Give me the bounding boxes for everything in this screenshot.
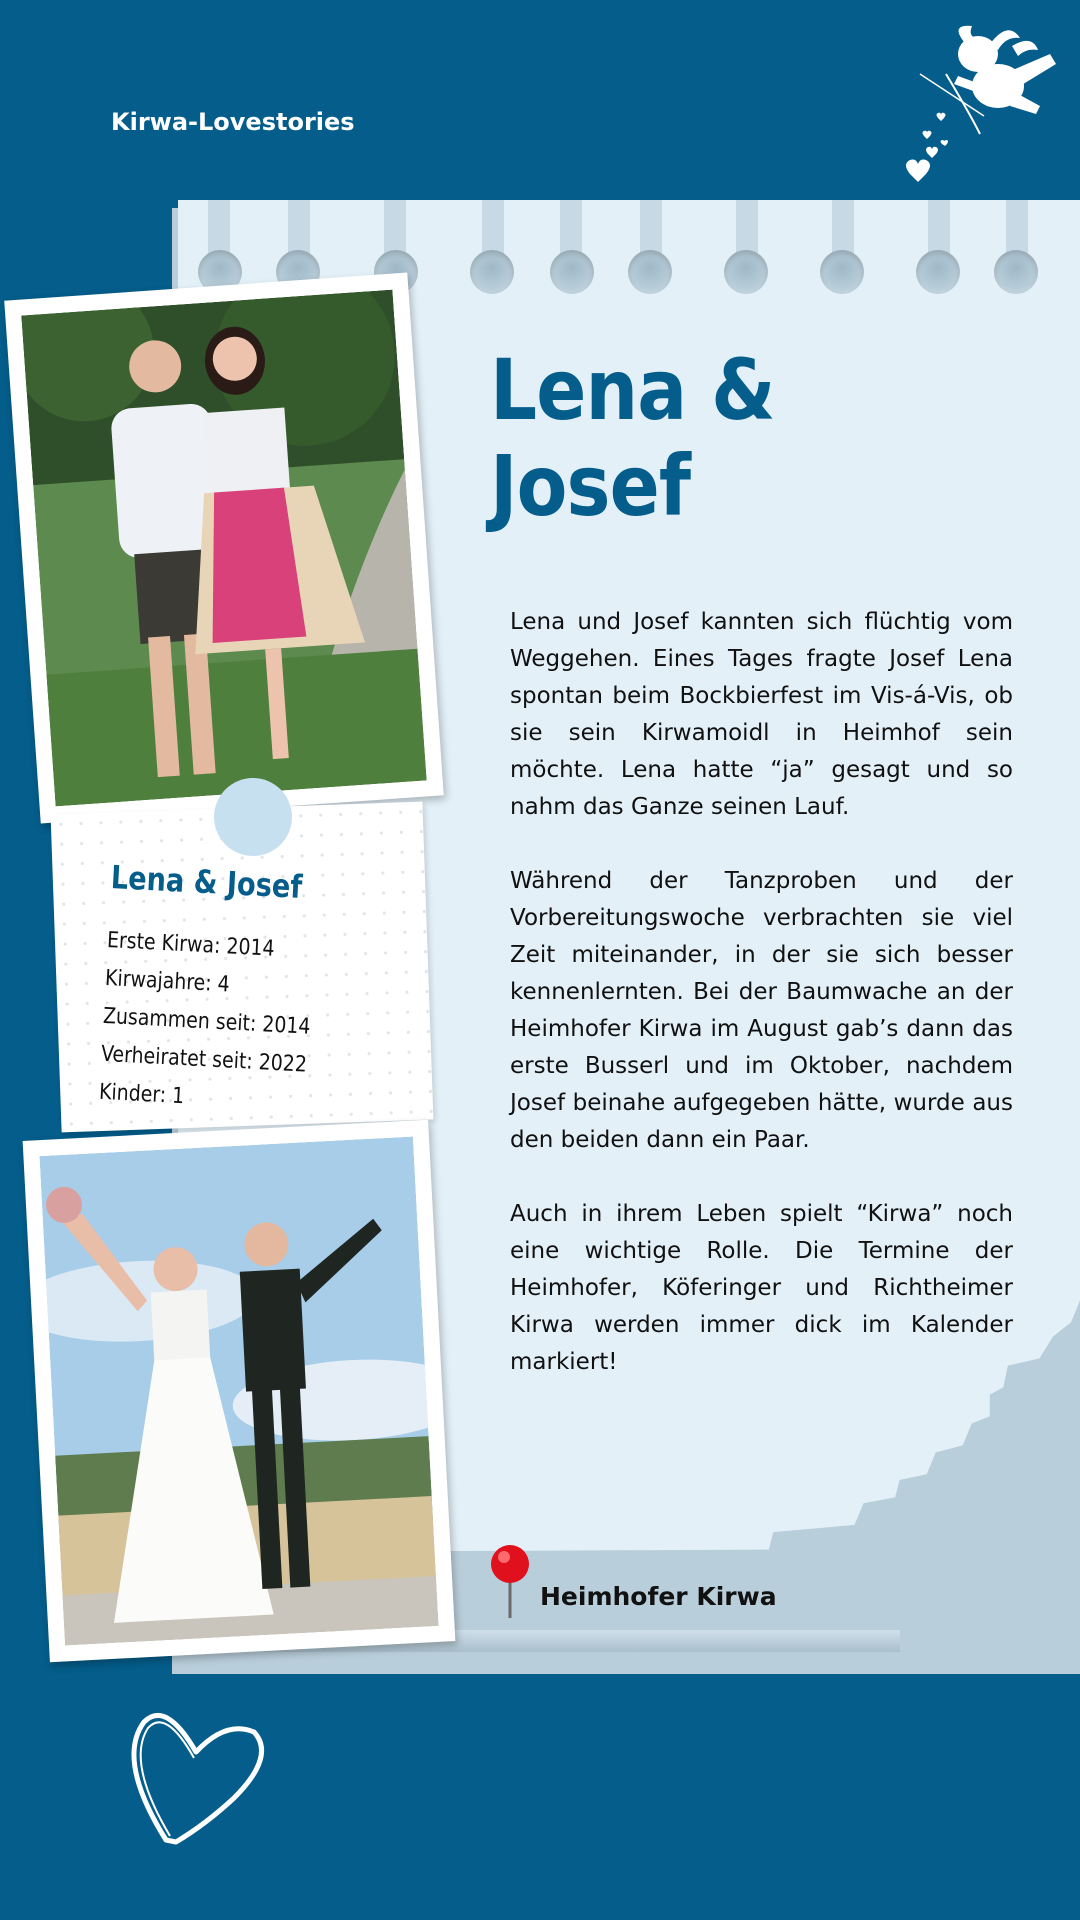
- page-title: [490, 342, 775, 534]
- title-line-2: Josef: [490, 437, 691, 535]
- binding-hole: [724, 250, 768, 294]
- cupid-icon: [880, 14, 1060, 204]
- story-paragraph: Auch in ihrem Leben spielt “Kirwa” noch eine wichtige Rolle. Die Termine der Heimhofer, Köferinger und Richtheimer Kirwa werden immer dick im Kalender markiert!: [510, 1201, 1013, 1375]
- fact-married-since: Verheiratet seit: 2022: [100, 1041, 308, 1078]
- binding-hole: [916, 250, 960, 294]
- title-line-1: Lena &: [490, 341, 775, 439]
- heart-icon: [126, 1700, 276, 1850]
- fact-together-since: Zusammen seit: 2014: [102, 1003, 312, 1040]
- binding-hole: [550, 250, 594, 294]
- story-text: [510, 604, 1013, 1418]
- info-card-title: Lena & Josef: [110, 858, 304, 906]
- fact-children: Kinder: 1: [98, 1079, 185, 1110]
- map-pin-icon: [490, 1544, 530, 1620]
- card-pin-dot: [214, 778, 292, 856]
- location-label: Heimhofer Kirwa: [540, 1582, 777, 1611]
- couple-photo[interactable]: [4, 273, 444, 824]
- binding-hole: [628, 250, 672, 294]
- location-tag[interactable]: [490, 1544, 810, 1624]
- story-paragraph: Während der Tanzproben und der Vorbereitungswoche verbrachten sie viel Zeit miteinander, in der sie sich besser kennenlernten. Bei der Baumwache an der Heimhofer Kirwa im August gab’s dann das erste Busserl und im Oktober, nachdem Josef beinahe aufgegeben hätte, wurde aus den beiden dann ein Paar.: [510, 868, 1013, 1153]
- binding-hole: [470, 250, 514, 294]
- info-card-facts: [98, 922, 315, 1123]
- brand-title: Kirwa-Lovestories: [111, 108, 355, 136]
- wedding-photo-image: [39, 1137, 438, 1646]
- couple-photo-image: [21, 290, 426, 807]
- binding-hole: [820, 250, 864, 294]
- fact-kirwa-years: Kirwajahre: 4: [104, 965, 231, 998]
- binding-hole: [994, 250, 1038, 294]
- story-paragraph: Lena und Josef kannten sich flüchtig vom Weggehen. Eines Tages fragte Josef Lena spontan beim Bockbierfest im Vis-á-Vis, ob sie sein Kirwamoidl in Heimhof sein möchte. Lena hatte “ja” gesagt und so nahm das Ganze seinen Lauf.: [510, 609, 1013, 820]
- wedding-photo[interactable]: [23, 1120, 456, 1663]
- fact-first-kirwa: Erste Kirwa: 2014: [106, 927, 276, 962]
